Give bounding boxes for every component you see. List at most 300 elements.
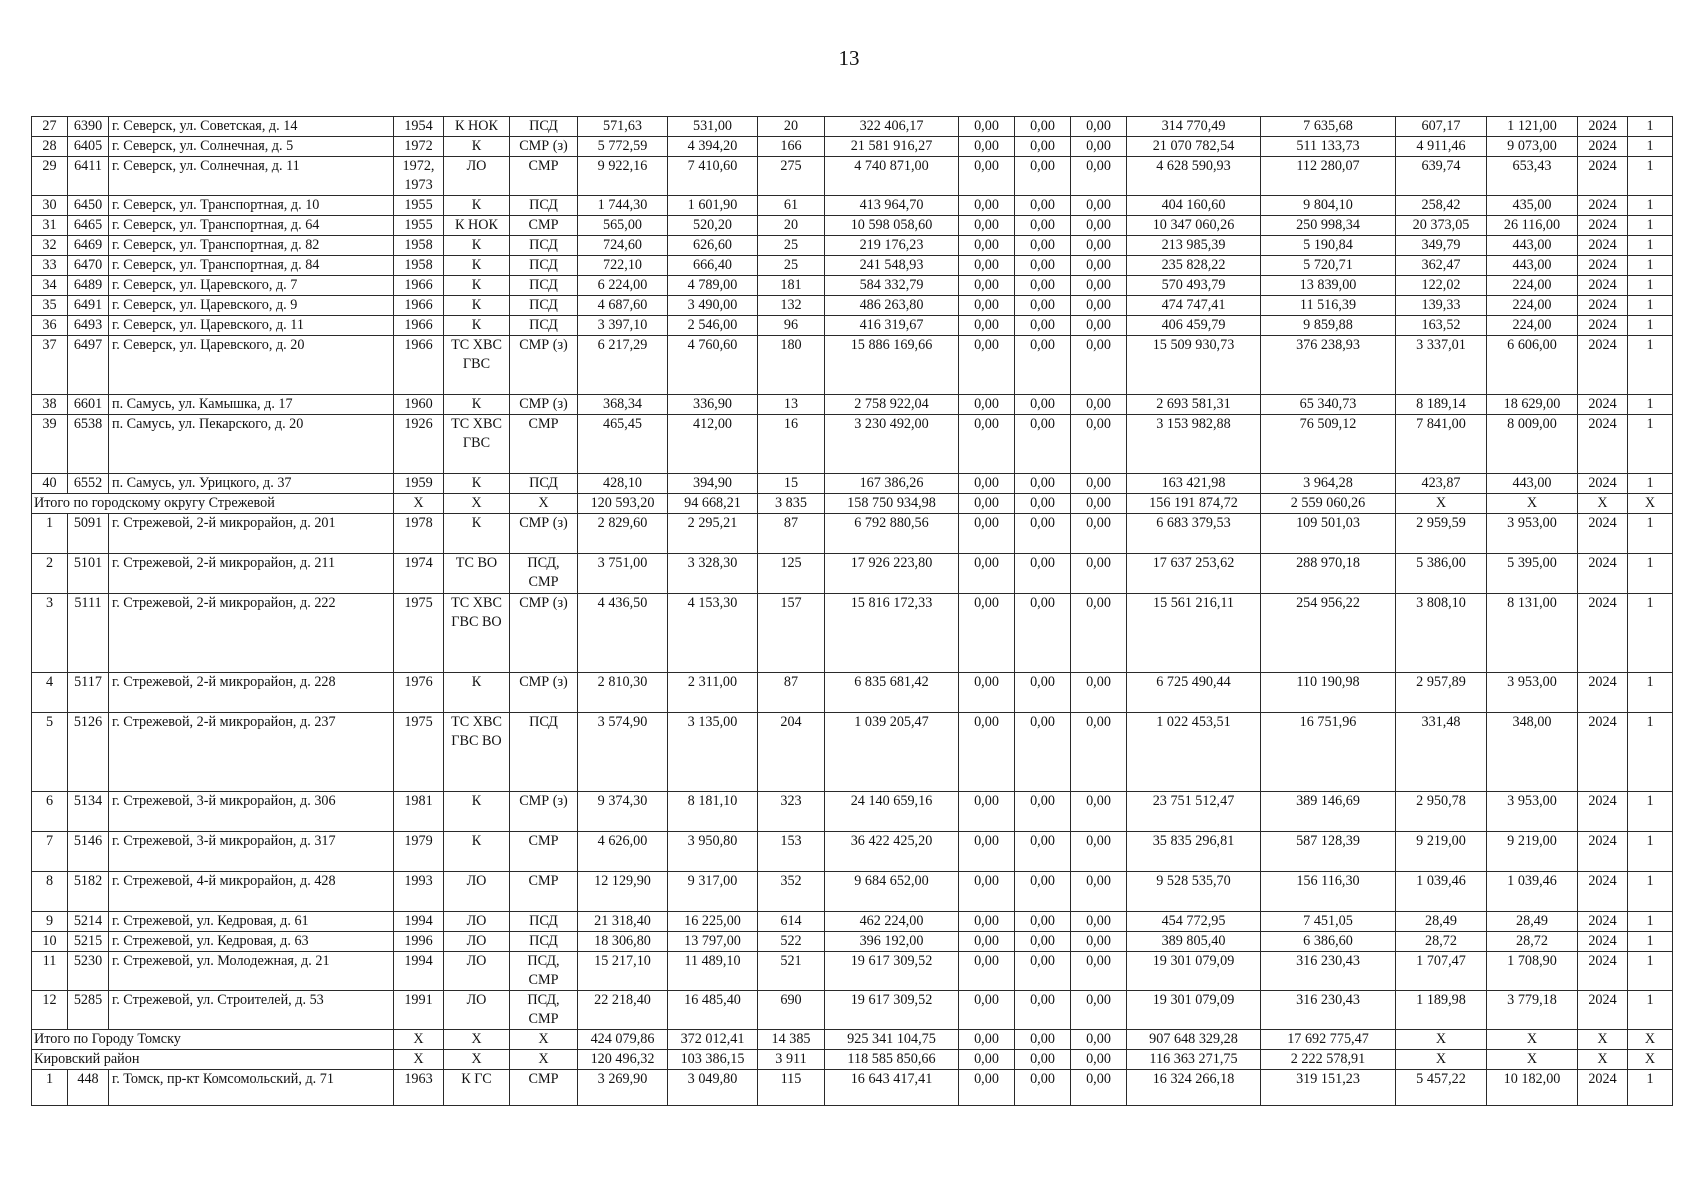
cell-priority: Х [1628, 1050, 1673, 1070]
cell-residents: 115 [758, 1070, 825, 1106]
cell-total-area: 6 224,00 [578, 276, 668, 296]
cell-plan-year: 2024 [1578, 514, 1628, 554]
table-row [32, 236, 1673, 256]
cell-object-code: 6465 [68, 216, 109, 236]
cell-unit-cost: 349,79 [1396, 236, 1487, 256]
cell-cost-regional: 0,00 [1015, 316, 1071, 336]
cell-object-code: 6491 [68, 296, 109, 316]
cell-row-number: 33 [32, 256, 68, 276]
cell-total-cost: 396 192,00 [825, 932, 959, 952]
cell-unit-cost: 163,52 [1396, 316, 1487, 336]
cell-unit-cost: 139,33 [1396, 296, 1487, 316]
cell-total-cost: 3 230 492,00 [825, 415, 959, 474]
cell-living-area: 13 797,00 [668, 932, 758, 952]
cell-total-cost: 24 140 659,16 [825, 792, 959, 832]
cell-total-cost: 9 684 652,00 [825, 872, 959, 912]
cell-unit-cost: 639,74 [1396, 157, 1487, 196]
cell-build-year: 1978 [394, 514, 444, 554]
cell-object-code: 5126 [68, 713, 109, 792]
cell-max-unit-cost: 3 953,00 [1487, 792, 1578, 832]
cell-row-number: 11 [32, 952, 68, 991]
cell-cost-owners: 156 116,30 [1261, 872, 1396, 912]
cell-row-number: 34 [32, 276, 68, 296]
cell-priority: 1 [1628, 117, 1673, 137]
cell-plan-year: 2024 [1578, 872, 1628, 912]
cell-cost-federal: 0,00 [959, 1070, 1015, 1106]
cell-row-number: 37 [32, 336, 68, 395]
cell-cost-federal: 0,00 [959, 912, 1015, 932]
cell-priority: 1 [1628, 932, 1673, 952]
cell-cost-local: 0,00 [1071, 256, 1127, 276]
cell-work-type: К [444, 792, 510, 832]
cell-living-area: 336,90 [668, 395, 758, 415]
cell-cost-fund: 6 725 490,44 [1127, 673, 1261, 713]
cell-build-year: 1955 [394, 216, 444, 236]
cell-stage: ПСД [510, 316, 578, 336]
cell-stage: ПСД [510, 256, 578, 276]
cell-cost-owners: 6 386,60 [1261, 932, 1396, 952]
cell-living-area: 520,20 [668, 216, 758, 236]
cell-object-code: 6405 [68, 137, 109, 157]
cell-plan-year: 2024 [1578, 713, 1628, 792]
cell-living-area: 412,00 [668, 415, 758, 474]
cell-plan-year: 2024 [1578, 276, 1628, 296]
cell-total-area: 4 436,50 [578, 594, 668, 673]
cell-living-area: 394,90 [668, 474, 758, 494]
cell-cost-local: 0,00 [1071, 912, 1127, 932]
subtotal-label: Итого по Городу Томску [32, 1030, 394, 1050]
cell-plan-year: 2024 [1578, 415, 1628, 474]
cell-address: г. Томск, пр-кт Комсомольский, д. 71 [109, 1070, 394, 1106]
cell-cost-federal: 0,00 [959, 216, 1015, 236]
cell-total-cost: 6 792 880,56 [825, 514, 959, 554]
cell-plan-year: 2024 [1578, 256, 1628, 276]
cell-stage: ПСД [510, 713, 578, 792]
cell-address: г. Стрежевой, ул. Строителей, д. 53 [109, 991, 394, 1030]
cell-build-year: 1926 [394, 415, 444, 474]
cell-object-code: 6552 [68, 474, 109, 494]
cell-cost-owners: 9 804,10 [1261, 196, 1396, 216]
cell-total-area: 424 079,86 [578, 1030, 668, 1050]
cell-cost-owners: 2 559 060,26 [1261, 494, 1396, 514]
cell-max-unit-cost: 348,00 [1487, 713, 1578, 792]
cell-object-code: 6493 [68, 316, 109, 336]
cell-residents: 166 [758, 137, 825, 157]
cell-cost-local: 0,00 [1071, 236, 1127, 256]
cell-cost-local: 0,00 [1071, 296, 1127, 316]
cell-priority: 1 [1628, 1070, 1673, 1106]
cell-living-area: 2 546,00 [668, 316, 758, 336]
cell-cost-local: 0,00 [1071, 1030, 1127, 1050]
cell-plan-year: Х [1578, 494, 1628, 514]
cell-object-code: 6411 [68, 157, 109, 196]
cell-cost-fund: 9 528 535,70 [1127, 872, 1261, 912]
cell-priority: 1 [1628, 792, 1673, 832]
cell-cost-regional: 0,00 [1015, 792, 1071, 832]
cell-total-area: 6 217,29 [578, 336, 668, 395]
cell-plan-year: 2024 [1578, 792, 1628, 832]
cell-address: г. Стрежевой, 4-й микрорайон, д. 428 [109, 872, 394, 912]
cell-cost-owners: 2 222 578,91 [1261, 1050, 1396, 1070]
cell-stage: СМР [510, 832, 578, 872]
cell-living-area: 9 317,00 [668, 872, 758, 912]
cell-cost-regional: 0,00 [1015, 1050, 1071, 1070]
cell-cost-local: 0,00 [1071, 952, 1127, 991]
cell-cost-fund: 10 347 060,26 [1127, 216, 1261, 236]
cell-priority: 1 [1628, 276, 1673, 296]
cell-row-number: 10 [32, 932, 68, 952]
cell-cost-local: 0,00 [1071, 137, 1127, 157]
cell-address: г. Северск, ул. Транспортная, д. 84 [109, 256, 394, 276]
cell-row-number: 1 [32, 1070, 68, 1106]
cell-max-unit-cost: 3 779,18 [1487, 991, 1578, 1030]
cell-cost-local: 0,00 [1071, 157, 1127, 196]
cell-max-unit-cost: 28,49 [1487, 912, 1578, 932]
cell-stage: СМР [510, 1070, 578, 1106]
cell-residents: 275 [758, 157, 825, 196]
cell-plan-year: 2024 [1578, 137, 1628, 157]
cell-cost-federal: 0,00 [959, 594, 1015, 673]
cell-cost-federal: 0,00 [959, 296, 1015, 316]
cell-cost-owners: 254 956,22 [1261, 594, 1396, 673]
cell-cost-regional: 0,00 [1015, 117, 1071, 137]
cell-cost-fund: 406 459,79 [1127, 316, 1261, 336]
cell-unit-cost: Х [1396, 1030, 1487, 1050]
cell-plan-year: 2024 [1578, 395, 1628, 415]
cell-build-year: Х [394, 1050, 444, 1070]
cell-address: г. Северск, ул. Царевского, д. 20 [109, 336, 394, 395]
cell-total-area: 12 129,90 [578, 872, 668, 912]
cell-address: г. Северск, ул. Царевского, д. 11 [109, 316, 394, 336]
cell-address: г. Стрежевой, 2-й микрорайон, д. 222 [109, 594, 394, 673]
cell-unit-cost: 1 189,98 [1396, 991, 1487, 1030]
cell-total-area: 2 810,30 [578, 673, 668, 713]
cell-max-unit-cost: Х [1487, 1030, 1578, 1050]
cell-total-area: 9 374,30 [578, 792, 668, 832]
cell-build-year: 1963 [394, 1070, 444, 1106]
cell-address: г. Стрежевой, 2-й микрорайон, д. 237 [109, 713, 394, 792]
cell-max-unit-cost: 1 708,90 [1487, 952, 1578, 991]
cell-build-year: 1996 [394, 932, 444, 952]
cell-cost-fund: 35 835 296,81 [1127, 832, 1261, 872]
cell-cost-federal: 0,00 [959, 415, 1015, 474]
table-body [32, 117, 1673, 1106]
cell-cost-owners: 5 720,71 [1261, 256, 1396, 276]
cell-cost-owners: 109 501,03 [1261, 514, 1396, 554]
table-row [32, 256, 1673, 276]
cell-cost-owners: 112 280,07 [1261, 157, 1396, 196]
subtotal-label: Итого по городскому округу Стрежевой [32, 494, 394, 514]
cell-cost-regional: 0,00 [1015, 1030, 1071, 1050]
cell-priority: 1 [1628, 514, 1673, 554]
cell-work-type: ЛО [444, 991, 510, 1030]
cell-stage: СМР (з) [510, 792, 578, 832]
cell-cost-regional: 0,00 [1015, 157, 1071, 196]
cell-row-number: 6 [32, 792, 68, 832]
cell-build-year: Х [394, 494, 444, 514]
cell-work-type: ТС ХВС ГВС [444, 336, 510, 395]
cell-living-area: 16 225,00 [668, 912, 758, 932]
cell-total-cost: 241 548,93 [825, 256, 959, 276]
table-row [32, 594, 1673, 673]
subtotal-row [32, 1050, 1673, 1070]
cell-living-area: 3 950,80 [668, 832, 758, 872]
cell-residents: 181 [758, 276, 825, 296]
cell-total-area: 15 217,10 [578, 952, 668, 991]
cell-stage: СМР (з) [510, 336, 578, 395]
cell-residents: 20 [758, 216, 825, 236]
cell-plan-year: 2024 [1578, 157, 1628, 196]
subtotal-row [32, 1030, 1673, 1050]
cell-build-year: 1955 [394, 196, 444, 216]
cell-cost-regional: 0,00 [1015, 196, 1071, 216]
cell-cost-local: 0,00 [1071, 316, 1127, 336]
cell-row-number: 7 [32, 832, 68, 872]
cell-cost-regional: 0,00 [1015, 673, 1071, 713]
cell-address: г. Северск, ул. Транспортная, д. 82 [109, 236, 394, 256]
cell-cost-fund: 314 770,49 [1127, 117, 1261, 137]
cell-max-unit-cost: 224,00 [1487, 296, 1578, 316]
cell-cost-owners: 7 451,05 [1261, 912, 1396, 932]
cell-work-type: К [444, 137, 510, 157]
cell-object-code: 448 [68, 1070, 109, 1106]
cell-object-code: 6601 [68, 395, 109, 415]
cell-build-year: 1994 [394, 952, 444, 991]
cell-row-number: 36 [32, 316, 68, 336]
cell-cost-regional: 0,00 [1015, 1070, 1071, 1106]
cell-work-type: К НОК [444, 117, 510, 137]
cell-total-cost: 21 581 916,27 [825, 137, 959, 157]
cell-total-area: 3 574,90 [578, 713, 668, 792]
cell-row-number: 4 [32, 673, 68, 713]
cell-cost-fund: 454 772,95 [1127, 912, 1261, 932]
cell-plan-year: 2024 [1578, 832, 1628, 872]
cell-plan-year: 2024 [1578, 1070, 1628, 1106]
cell-cost-federal: 0,00 [959, 336, 1015, 395]
table-row [32, 336, 1673, 395]
cell-residents: 87 [758, 673, 825, 713]
cell-work-type: К НОК [444, 216, 510, 236]
cell-cost-fund: 15 509 930,73 [1127, 336, 1261, 395]
cell-stage: ПСД [510, 236, 578, 256]
cell-residents: 20 [758, 117, 825, 137]
cell-residents: 25 [758, 256, 825, 276]
cell-living-area: 4 789,00 [668, 276, 758, 296]
cell-row-number: 35 [32, 296, 68, 316]
cell-row-number: 29 [32, 157, 68, 196]
cell-cost-regional: 0,00 [1015, 991, 1071, 1030]
cell-residents: 352 [758, 872, 825, 912]
cell-plan-year: 2024 [1578, 554, 1628, 594]
cell-unit-cost: 2 959,59 [1396, 514, 1487, 554]
cell-residents: 15 [758, 474, 825, 494]
cell-cost-federal: 0,00 [959, 196, 1015, 216]
cell-build-year: 1958 [394, 256, 444, 276]
cell-unit-cost: 1 707,47 [1396, 952, 1487, 991]
cell-max-unit-cost: 6 606,00 [1487, 336, 1578, 395]
cell-total-area: 9 922,16 [578, 157, 668, 196]
cell-unit-cost: 8 189,14 [1396, 395, 1487, 415]
cell-build-year: 1966 [394, 316, 444, 336]
cell-max-unit-cost: 26 116,00 [1487, 216, 1578, 236]
table-row [32, 137, 1673, 157]
cell-plan-year: 2024 [1578, 594, 1628, 673]
cell-work-type: К [444, 474, 510, 494]
cell-cost-regional: 0,00 [1015, 872, 1071, 912]
cell-priority: 1 [1628, 713, 1673, 792]
cell-residents: 132 [758, 296, 825, 316]
cell-total-cost: 17 926 223,80 [825, 554, 959, 594]
cell-cost-regional: 0,00 [1015, 832, 1071, 872]
cell-unit-cost: 28,49 [1396, 912, 1487, 932]
cell-max-unit-cost: 9 073,00 [1487, 137, 1578, 157]
cell-cost-owners: 16 751,96 [1261, 713, 1396, 792]
cell-residents: 14 385 [758, 1030, 825, 1050]
cell-living-area: 94 668,21 [668, 494, 758, 514]
cell-cost-owners: 316 230,43 [1261, 952, 1396, 991]
cell-residents: 125 [758, 554, 825, 594]
cell-cost-owners: 389 146,69 [1261, 792, 1396, 832]
cell-priority: 1 [1628, 991, 1673, 1030]
cell-unit-cost: 2 957,89 [1396, 673, 1487, 713]
cell-total-area: 3 397,10 [578, 316, 668, 336]
cell-cost-local: 0,00 [1071, 336, 1127, 395]
cell-cost-federal: 0,00 [959, 1050, 1015, 1070]
cell-object-code: 6469 [68, 236, 109, 256]
cell-total-cost: 118 585 850,66 [825, 1050, 959, 1070]
table-row [32, 952, 1673, 991]
table-row [32, 196, 1673, 216]
cell-residents: 61 [758, 196, 825, 216]
cell-living-area: 372 012,41 [668, 1030, 758, 1050]
cell-work-type: ЛО [444, 912, 510, 932]
cell-total-cost: 413 964,70 [825, 196, 959, 216]
cell-cost-fund: 6 683 379,53 [1127, 514, 1261, 554]
cell-living-area: 3 049,80 [668, 1070, 758, 1106]
cell-cost-regional: 0,00 [1015, 276, 1071, 296]
cell-cost-federal: 0,00 [959, 1030, 1015, 1050]
cell-build-year: 1994 [394, 912, 444, 932]
table-row [32, 673, 1673, 713]
cell-plan-year: 2024 [1578, 474, 1628, 494]
cell-cost-federal: 0,00 [959, 991, 1015, 1030]
cell-object-code: 6470 [68, 256, 109, 276]
cell-priority: 1 [1628, 415, 1673, 474]
cell-cost-federal: 0,00 [959, 832, 1015, 872]
table-row [32, 157, 1673, 196]
cell-total-cost: 219 176,23 [825, 236, 959, 256]
cell-cost-local: 0,00 [1071, 395, 1127, 415]
cell-work-type: ТС ХВС ГВС ВО [444, 713, 510, 792]
cell-build-year: 1974 [394, 554, 444, 594]
cell-work-type: ТС ХВС ГВС [444, 415, 510, 474]
cell-work-type: Х [444, 494, 510, 514]
cell-address: г. Стрежевой, 2-й микрорайон, д. 201 [109, 514, 394, 554]
cell-priority: 1 [1628, 196, 1673, 216]
cell-work-type: К [444, 316, 510, 336]
cell-stage: ПСД [510, 296, 578, 316]
cell-total-area: 571,63 [578, 117, 668, 137]
cell-work-type: К [444, 395, 510, 415]
cell-total-cost: 1 039 205,47 [825, 713, 959, 792]
cell-stage: СМР (з) [510, 594, 578, 673]
cell-living-area: 531,00 [668, 117, 758, 137]
cell-cost-owners: 250 998,34 [1261, 216, 1396, 236]
cell-build-year: 1966 [394, 296, 444, 316]
cell-cost-regional: 0,00 [1015, 256, 1071, 276]
cell-total-area: 18 306,80 [578, 932, 668, 952]
cell-object-code: 5182 [68, 872, 109, 912]
cell-cost-regional: 0,00 [1015, 912, 1071, 932]
cell-stage: ПСД, СМР [510, 952, 578, 991]
cell-cost-local: 0,00 [1071, 792, 1127, 832]
cell-cost-fund: 474 747,41 [1127, 296, 1261, 316]
cell-build-year: 1979 [394, 832, 444, 872]
cell-max-unit-cost: Х [1487, 494, 1578, 514]
cell-cost-local: 0,00 [1071, 594, 1127, 673]
cell-cost-owners: 316 230,43 [1261, 991, 1396, 1030]
cell-unit-cost: 20 373,05 [1396, 216, 1487, 236]
cell-cost-owners: 288 970,18 [1261, 554, 1396, 594]
cell-priority: 1 [1628, 952, 1673, 991]
cell-max-unit-cost: 443,00 [1487, 474, 1578, 494]
cell-priority: 1 [1628, 256, 1673, 276]
cell-unit-cost: 258,42 [1396, 196, 1487, 216]
cell-stage: Х [510, 494, 578, 514]
cell-stage: ПСД [510, 912, 578, 932]
cell-total-cost: 158 750 934,98 [825, 494, 959, 514]
cell-plan-year: 2024 [1578, 952, 1628, 991]
subtotal-row [32, 494, 1673, 514]
cell-unit-cost: 9 219,00 [1396, 832, 1487, 872]
cell-priority: 1 [1628, 216, 1673, 236]
cell-stage: Х [510, 1030, 578, 1050]
cell-cost-federal: 0,00 [959, 494, 1015, 514]
cell-stage: ПСД [510, 117, 578, 137]
cell-address: г. Северск, ул. Солнечная, д. 5 [109, 137, 394, 157]
cell-cost-fund: 235 828,22 [1127, 256, 1261, 276]
table-row [32, 932, 1673, 952]
cell-living-area: 626,60 [668, 236, 758, 256]
cell-plan-year: 2024 [1578, 236, 1628, 256]
cell-address: п. Самусь, ул. Камышка, д. 17 [109, 395, 394, 415]
cell-cost-fund: 156 191 874,72 [1127, 494, 1261, 514]
cell-max-unit-cost: 1 121,00 [1487, 117, 1578, 137]
cell-total-cost: 10 598 058,60 [825, 216, 959, 236]
cell-max-unit-cost: 8 009,00 [1487, 415, 1578, 474]
table-row [32, 912, 1673, 932]
cell-unit-cost: 1 039,46 [1396, 872, 1487, 912]
cell-object-code: 5111 [68, 594, 109, 673]
cell-work-type: К [444, 236, 510, 256]
cell-residents: 614 [758, 912, 825, 932]
cell-total-cost: 584 332,79 [825, 276, 959, 296]
cell-cost-fund: 19 301 079,09 [1127, 952, 1261, 991]
repair-program-table [31, 116, 1673, 1106]
cell-total-cost: 19 617 309,52 [825, 991, 959, 1030]
cell-total-area: 22 218,40 [578, 991, 668, 1030]
cell-residents: 690 [758, 991, 825, 1030]
cell-build-year: 1966 [394, 276, 444, 296]
cell-work-type: К [444, 256, 510, 276]
cell-cost-owners: 9 859,88 [1261, 316, 1396, 336]
cell-total-cost: 416 319,67 [825, 316, 959, 336]
cell-address: г. Северск, ул. Солнечная, д. 11 [109, 157, 394, 196]
cell-cost-federal: 0,00 [959, 713, 1015, 792]
cell-cost-federal: 0,00 [959, 673, 1015, 713]
cell-work-type: К [444, 673, 510, 713]
cell-cost-owners: 319 151,23 [1261, 1070, 1396, 1106]
